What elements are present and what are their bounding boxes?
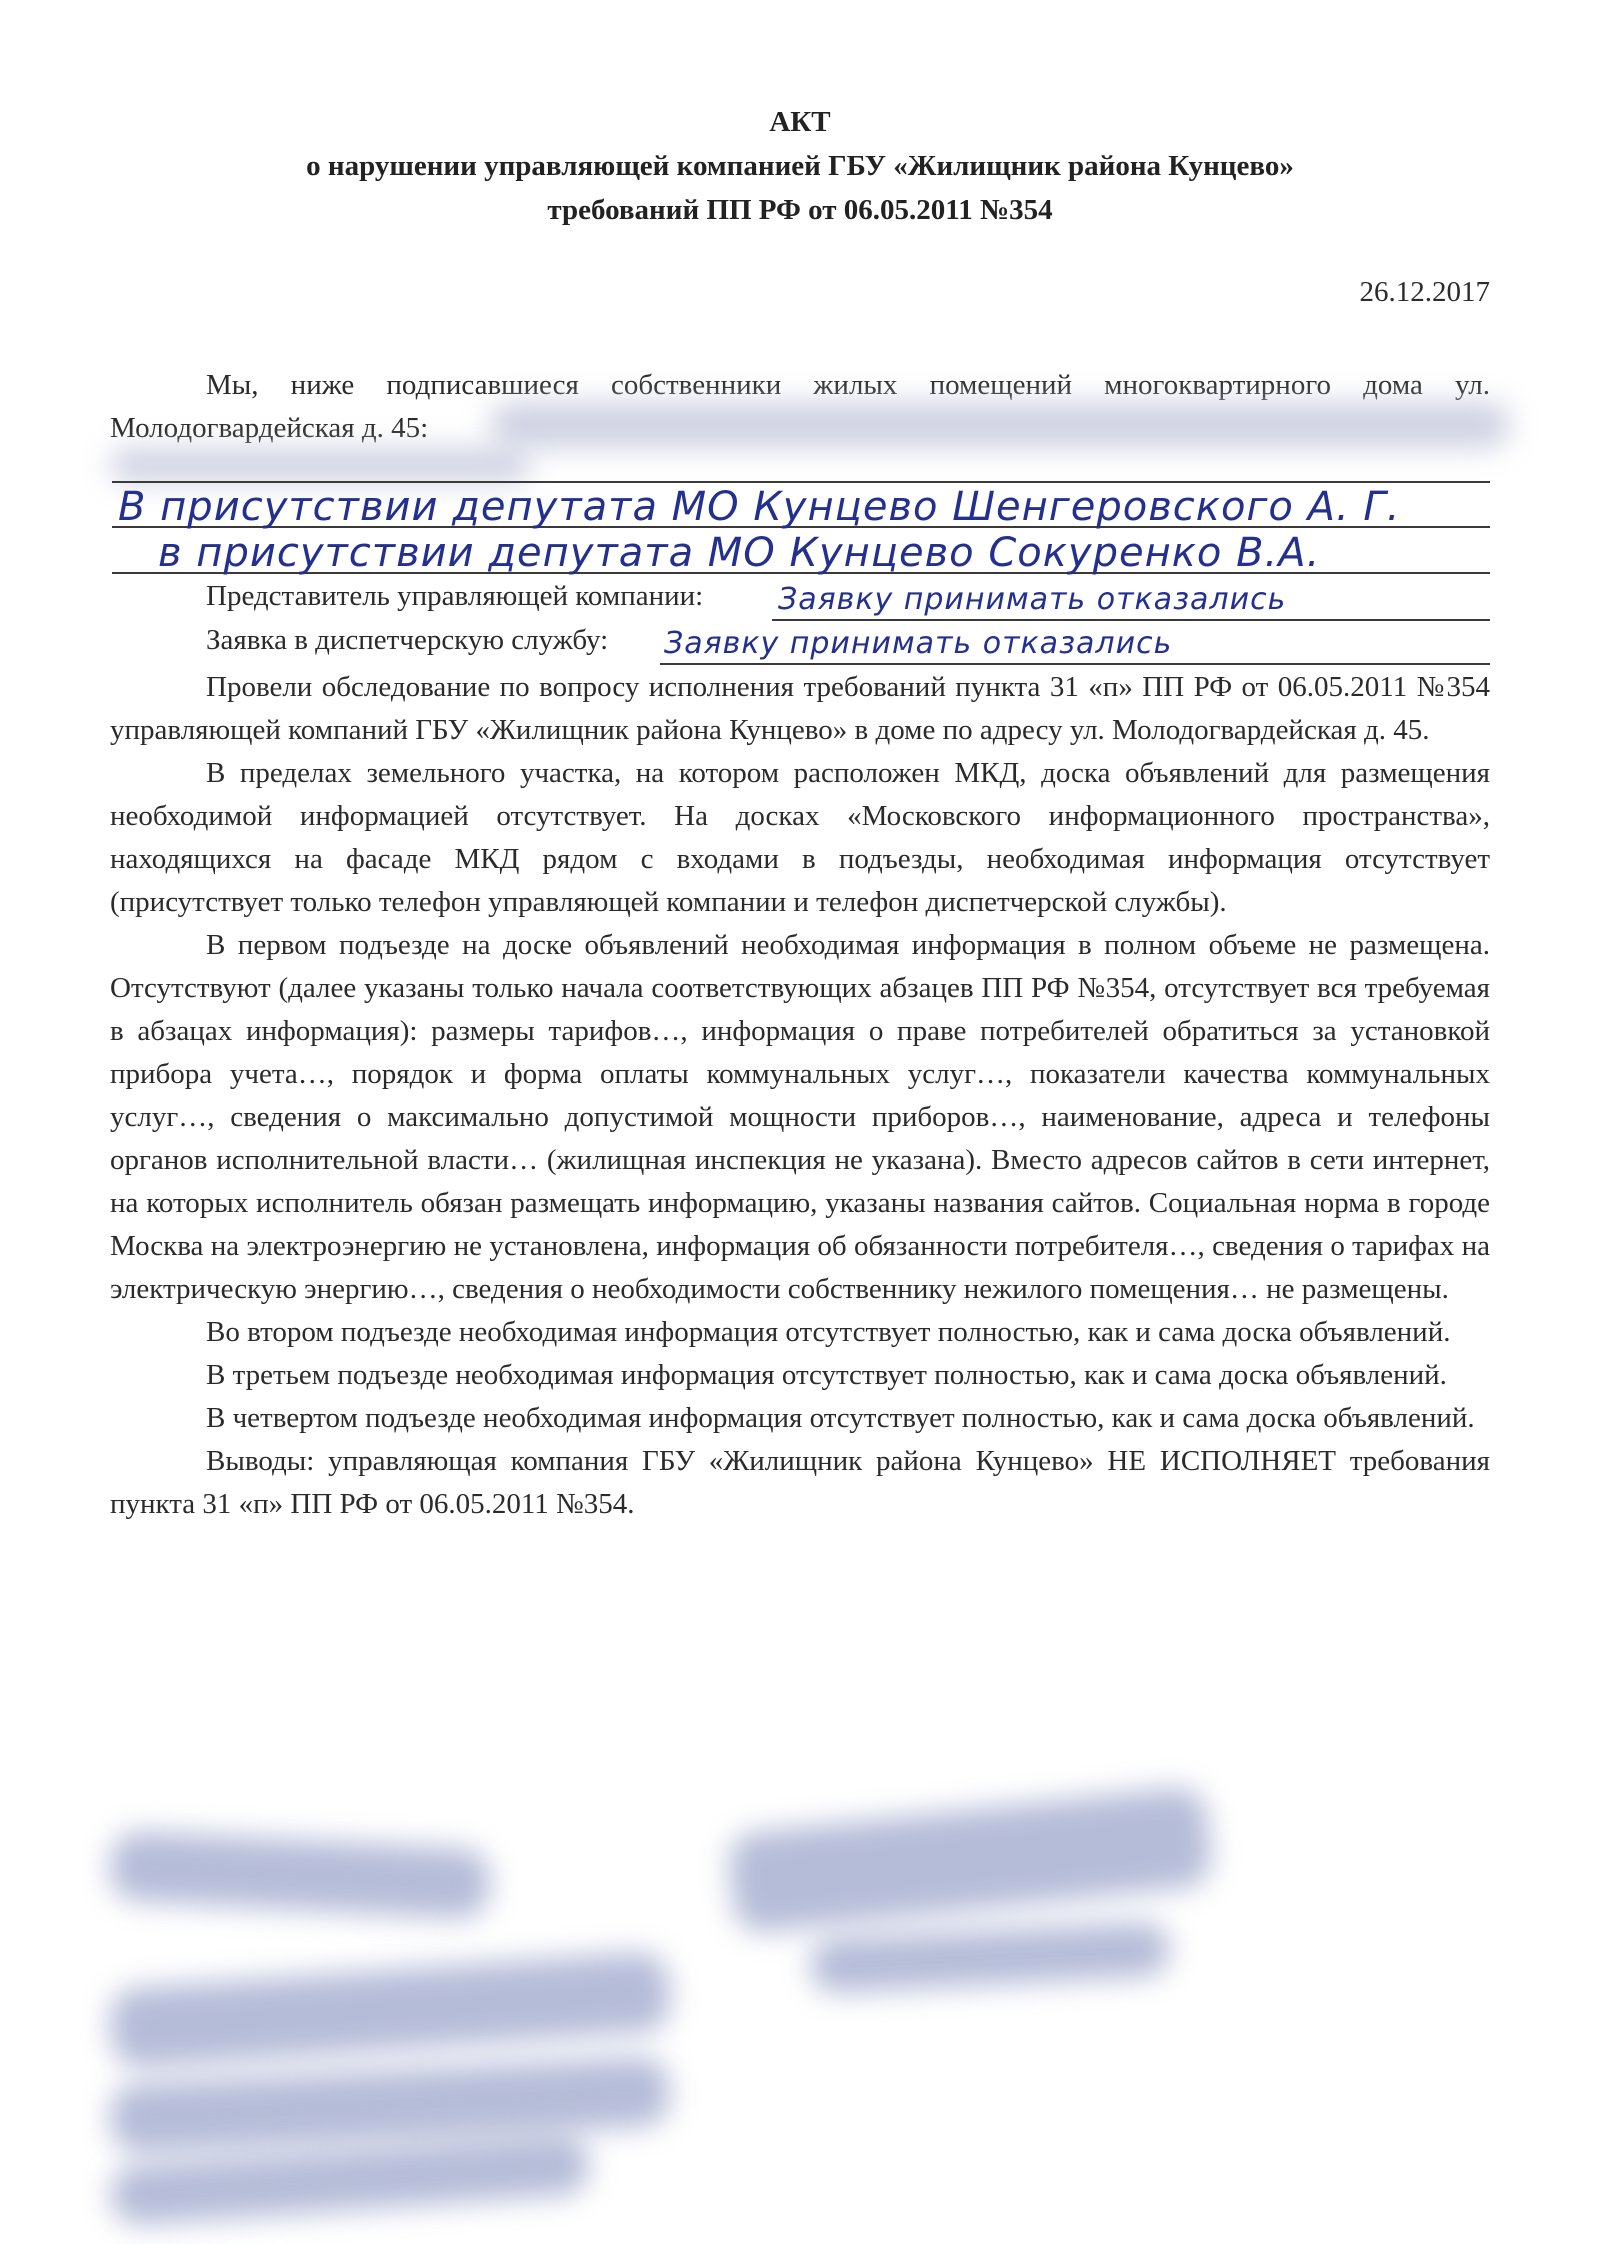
signature-blur-3 bbox=[809, 1921, 1171, 1995]
intro-line2: Молодогвардейская д. 45: bbox=[110, 412, 429, 444]
paragraph-conclusion: Выводы: управляющая компания ГБУ «Жилищник района Кунцево» НЕ ИСПОЛНЯЕТ требования пункта 31 «п» ПП РФ от 06.05.2011 №354. bbox=[110, 1445, 1490, 1520]
act-subtitle-line1: о нарушении управляющей компанией ГБУ «Жилищник района Кунцево» bbox=[306, 150, 1294, 182]
representative-line bbox=[772, 619, 1490, 621]
handwritten-line1: В присутствии депутата МО Кунцево Шенгеровского А. Г. bbox=[118, 484, 1401, 530]
dispatch-label: Заявка в диспетчерскую службу: bbox=[206, 624, 609, 656]
paragraph-entrance-4: В четвертом подъезде необходимая информация отсутствует полностью, как и сама доска объявлений. bbox=[206, 1402, 1475, 1434]
signature-blur-1 bbox=[108, 1830, 491, 1920]
signature-blur-5 bbox=[109, 2055, 672, 2154]
title-block bbox=[0, 100, 1600, 232]
paragraph-survey: Провели обследование по вопросу исполнения требований пункта 31 «п» ПП РФ от 06.05.2011 №354 управляющей компаний ГБУ «Жилищник района Кунцево» в доме по адресу ул. Молодогвардейская д. 45. bbox=[110, 671, 1490, 746]
redacted-names-2 bbox=[110, 448, 530, 482]
handwritten-line2: в присутствии депутата МО Кунцево Сокуренко В.А. bbox=[158, 530, 1321, 576]
paragraph-entrance-2: Во втором подъезде необходимая информация отсутствует полностью, как и сама доска объявлений. bbox=[206, 1316, 1451, 1348]
paragraph-land-plot: В пределах земельного участка, на котором расположен МКД, доска объявлений для размещения необходимой информацией отсутствует. На досках «Московского информационного пространства», находящихся на фасаде МКД рядом с входами в подъезды, необходимая информация отсутствует (присутствует только телефон управляющей компании и телефон диспетчерской службы). bbox=[110, 757, 1490, 918]
representative-label: Представитель управляющей компании: bbox=[206, 580, 704, 612]
signature-blur-2 bbox=[726, 1785, 1214, 1935]
act-title: АКТ bbox=[769, 106, 831, 138]
signature-blur-4 bbox=[108, 1951, 672, 2070]
dispatch-line bbox=[660, 663, 1490, 665]
redacted-names-1 bbox=[490, 402, 1510, 448]
body-paragraphs bbox=[110, 666, 1490, 1526]
act-subtitle-line2: требований ПП РФ от 06.05.2011 №354 bbox=[547, 194, 1053, 226]
signatures-redacted bbox=[90, 1800, 1240, 2220]
representative-answer: Заявку принимать отказались bbox=[778, 582, 1287, 617]
intro-line1: Мы, ниже подписавшиеся собственники жилых помещений многоквартирного дома ул. bbox=[206, 369, 1490, 401]
dispatch-answer: Заявку принимать отказались bbox=[664, 626, 1173, 661]
paragraph-entrance-1: В первом подъезде на доске объявлений необходимая информация в полном объеме не размещена. Отсутствуют (далее указаны только начала соответствующих абзацев ПП РФ №354, отсутствует вся требуемая в абзацах информация): размеры тарифов…, информация о праве потребителей обратиться за установкой прибора учета…, порядок и форма оплаты коммунальных услуг…, показатели качества коммунальных услуг…, сведения о максимально допустимой мощности приборов…, наименование, адреса и телефоны органов исполнительной власти… (жилищная инспекция не указана). Вместо адресов сайтов в сети интернет, на которых исполнитель обязан размещать информацию, указаны названия сайтов. Социальная норма в городе Москва на электроэнергию не установлена, информация об обязанности потребителя…, сведения о тарифах на электрическую энергию…, сведения о необходимости собственнику нежилого помещения… не размещены. bbox=[110, 929, 1490, 1305]
paragraph-entrance-3: В третьем подъезде необходимая информация отсутствует полностью, как и сама доска объявлений. bbox=[206, 1359, 1447, 1391]
ruled-line-1 bbox=[112, 481, 1490, 483]
act-date: 26.12.2017 bbox=[1359, 276, 1490, 308]
